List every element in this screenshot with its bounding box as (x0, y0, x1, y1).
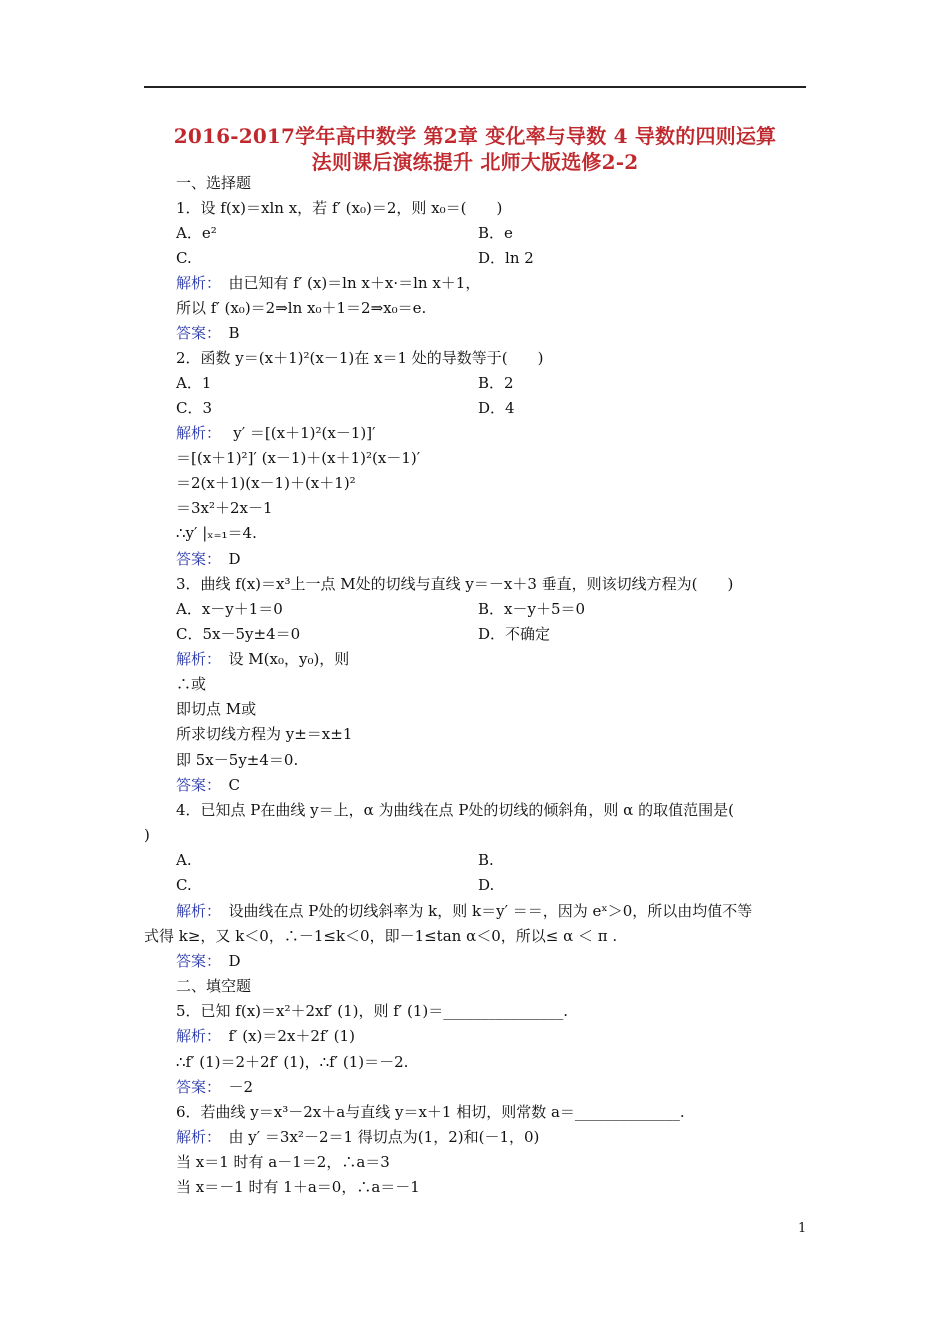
q5-stem: 5．已知 f(x)＝x²＋2xf′ (1)，则 f′ (1)＝________________. (176, 1002, 568, 1020)
document-title-line-1: 2016-2017学年高中数学 第2章 变化率与导数 4 导数的四则运算 (173, 124, 777, 148)
q3-answer (176, 775, 240, 795)
analysis-label: 解析： (176, 1128, 214, 1146)
q3-solution-line-4: 所求切线方程为 y±＝x±1 (176, 725, 353, 743)
q3-option-c: C．5x－5y±4＝0 (176, 625, 301, 643)
q2-solution-line-1 (176, 423, 375, 443)
q5-answer (176, 1077, 253, 1097)
q3-solution-line-5: 即 5x－5y±4＝0. (176, 751, 299, 769)
answer-label: 答案： (176, 550, 214, 568)
answer-label: 答案： (176, 952, 214, 970)
q2-option-d: D．4 (478, 399, 515, 417)
q3-option-a: A．x－y＋1＝0 (176, 600, 283, 618)
q3-option-b: B．x－y＋5＝0 (478, 600, 586, 618)
section-heading-fill: 二、填空题 (176, 977, 252, 995)
q5-solution-text-1: f′ (x)＝2x＋2f′ (1) (213, 1027, 355, 1045)
q1-solution-line-1 (176, 273, 480, 293)
q3-option-d: D．不确定 (478, 625, 551, 643)
analysis-label: 解析： (176, 1027, 214, 1045)
q4-stem-line-1: 4．已知点 P在曲线 y＝上，α 为曲线在点 P处的切线的倾斜角，则 α 的取值范围是( (176, 801, 734, 819)
q4-option-b: B. (478, 851, 494, 869)
q5-answer-value: －2 (213, 1078, 254, 1096)
q1-option-b: B．e (478, 224, 513, 242)
q6-solution-line-3: 当 x＝－1 时有 1＋a＝0，∴a＝－1 (176, 1178, 420, 1196)
q1-option-c: C. (176, 249, 192, 267)
header-rule (144, 86, 806, 88)
document-title-line-2: 法则课后演练提升 北师大版选修2-2 (311, 150, 639, 174)
q4-solution-text-1: 设曲线在点 P处的切线斜率为 k，则 k＝y′ ＝＝，因为 eˣ＞0，所以由均值不等 (213, 902, 753, 920)
answer-label: 答案： (176, 324, 214, 342)
q4-answer-value: D (213, 952, 241, 970)
q1-solution-text-1: 由已知有 f′ (x)＝ln x＋x·＝ln x＋1， (213, 274, 481, 292)
q1-option-d: D．ln 2 (478, 249, 534, 267)
q4-answer (176, 951, 241, 971)
q2-stem: 2．函数 y＝(x＋1)²(x－1)在 x＝1 处的导数等于( ) (176, 349, 544, 367)
q1-stem: 1．设 f(x)＝xln x，若 f′ (x₀)＝2，则 x₀＝( ) (176, 199, 503, 217)
q4-option-d: D. (478, 876, 495, 894)
q3-solution-text-1: 设 M(x₀，y₀)，则 (213, 650, 350, 668)
q4-option-c: C. (176, 876, 192, 894)
q6-stem: 6．若曲线 y＝x³－2x＋a与直线 y＝x＋1 相切，则常数 a＝______________. (176, 1103, 685, 1121)
q2-answer (176, 549, 241, 569)
q3-solution-line-3: 即切点 M或 (176, 700, 257, 718)
q5-solution-line-1 (176, 1026, 355, 1046)
analysis-label: 解析： (176, 650, 214, 668)
page-number: 1 (798, 1221, 807, 1236)
q2-option-c: C．3 (176, 399, 213, 417)
q3-stem: 3．曲线 f(x)＝x³上一点 M处的切线与直线 y＝－x＋3 垂直，则该切线方程为( ) (176, 575, 734, 593)
q4-solution-line-1 (176, 901, 752, 921)
q2-solution-line-3: ＝2(x＋1)(x－1)＋(x＋1)² (176, 474, 356, 492)
q1-answer-value: B (213, 324, 240, 342)
q2-option-a: A．1 (176, 374, 212, 392)
section-heading-choice: 一、选择题 (176, 174, 252, 192)
q6-solution-text-1: 由 y′ ＝3x²－2＝1 得切点为(1，2)和(－1，0) (213, 1128, 540, 1146)
q4-stem-line-2: ) (144, 826, 150, 844)
q2-option-b: B．2 (478, 374, 514, 392)
q4-solution-line-2: 式得 k≥，又 k＜0，∴－1≤k＜0，即－1≤tan α＜0，所以≤ α ＜ π . (144, 927, 618, 945)
q1-answer (176, 323, 240, 343)
q2-solution-line-4: ＝3x²＋2x－1 (176, 499, 273, 517)
q3-solution-line-2: ∴或 (176, 675, 207, 693)
q6-solution-line-2: 当 x＝1 时有 a－1＝2，∴a＝3 (176, 1153, 390, 1171)
q6-solution-line-1 (176, 1127, 539, 1147)
answer-label: 答案： (176, 776, 214, 794)
answer-label: 答案： (176, 1078, 214, 1096)
q1-solution-line-2: 所以 f′ (x₀)＝2⇒ln x₀＋1＝2⇒x₀＝e. (176, 299, 427, 317)
q3-answer-value: C (213, 776, 240, 794)
q2-solution-line-5: ∴y′ |ₓ₌₁＝4. (176, 524, 257, 542)
q2-solution-text-1: y′ ＝[(x＋1)²(x－1)]′ (213, 424, 376, 442)
q5-solution-line-2: ∴f′ (1)＝2＋2f′ (1)，∴f′ (1)＝－2. (176, 1053, 409, 1071)
q1-option-a: A．e² (176, 224, 217, 242)
analysis-label: 解析： (176, 274, 214, 292)
analysis-label: 解析： (176, 424, 214, 442)
q4-option-a: A. (176, 851, 192, 869)
analysis-label: 解析： (176, 902, 214, 920)
q3-solution-line-1 (176, 649, 349, 669)
q2-answer-value: D (213, 550, 241, 568)
q2-solution-line-2: ＝[(x＋1)²]′ (x－1)＋(x＋1)²(x－1)′ (176, 449, 421, 467)
